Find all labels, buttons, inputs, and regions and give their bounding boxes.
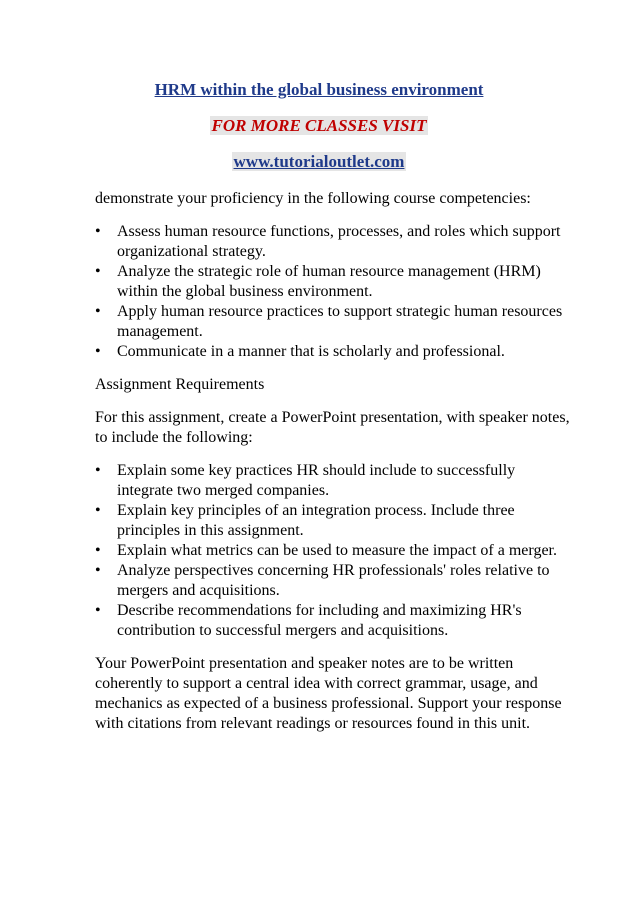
list-item bbox=[95, 461, 575, 501]
list-item-text: Explain what metrics can be used to measure the impact of a merger. bbox=[117, 542, 557, 559]
closing-paragraph: Your PowerPoint presentation and speaker notes are to be written coherently to support a central idea with correct grammar, usage, and mechanics as expected of a business professional. Support your response with citations from relevant readings or resources found in this unit. bbox=[95, 655, 562, 732]
list-item bbox=[95, 262, 575, 302]
website-link-line bbox=[0, 152, 638, 172]
bullet-icon: • bbox=[95, 562, 101, 579]
bullet-icon: • bbox=[95, 542, 101, 559]
bullet-icon: • bbox=[95, 343, 101, 360]
document-body bbox=[95, 189, 575, 747]
promo-text bbox=[0, 116, 638, 136]
list-item bbox=[95, 342, 575, 362]
bullet-icon: • bbox=[95, 303, 101, 320]
list-item-text: Communicate in a manner that is scholarly and professional. bbox=[117, 343, 505, 360]
document-title: HRM within the global business environment bbox=[154, 80, 484, 99]
list-item bbox=[95, 302, 575, 342]
assignment-intro: For this assignment, create a PowerPoint presentation, with speaker notes, to include the following: bbox=[95, 409, 570, 446]
requirements-list bbox=[95, 461, 575, 641]
competency-list bbox=[95, 222, 575, 362]
list-item bbox=[95, 541, 575, 561]
intro-paragraph: demonstrate your proficiency in the following course competencies: bbox=[95, 190, 531, 207]
list-item-text: Analyze perspectives concerning HR professionals' roles relative to mergers and acquisitions. bbox=[117, 562, 550, 599]
website-link[interactable]: www.tutorialoutlet.com bbox=[233, 152, 405, 171]
list-item bbox=[95, 561, 575, 601]
list-item-text: Analyze the strategic role of human resource management (HRM) within the global business environment. bbox=[117, 263, 541, 300]
promo-label: FOR MORE CLASSES VISIT bbox=[211, 116, 427, 135]
bullet-icon: • bbox=[95, 462, 101, 479]
list-item-text: Explain some key practices HR should include to successfully integrate two merged companies. bbox=[117, 462, 516, 499]
list-item bbox=[95, 222, 575, 262]
list-item bbox=[95, 601, 575, 641]
bullet-icon: • bbox=[95, 502, 101, 519]
bullet-icon: • bbox=[95, 223, 101, 240]
section-heading: Assignment Requirements bbox=[95, 376, 265, 393]
list-item-text: Assess human resource functions, processes, and roles which support organizational strategy. bbox=[117, 223, 561, 260]
list-item-text: Apply human resource practices to support strategic human resources management. bbox=[117, 303, 563, 340]
bullet-icon: • bbox=[95, 263, 101, 280]
bullet-icon: • bbox=[95, 602, 101, 619]
list-item-text: Explain key principles of an integration process. Include three principles in this assignment. bbox=[117, 502, 515, 539]
list-item bbox=[95, 501, 575, 541]
list-item-text: Describe recommendations for including and maximizing HR's contribution to successful mergers and acquisitions. bbox=[117, 602, 522, 639]
